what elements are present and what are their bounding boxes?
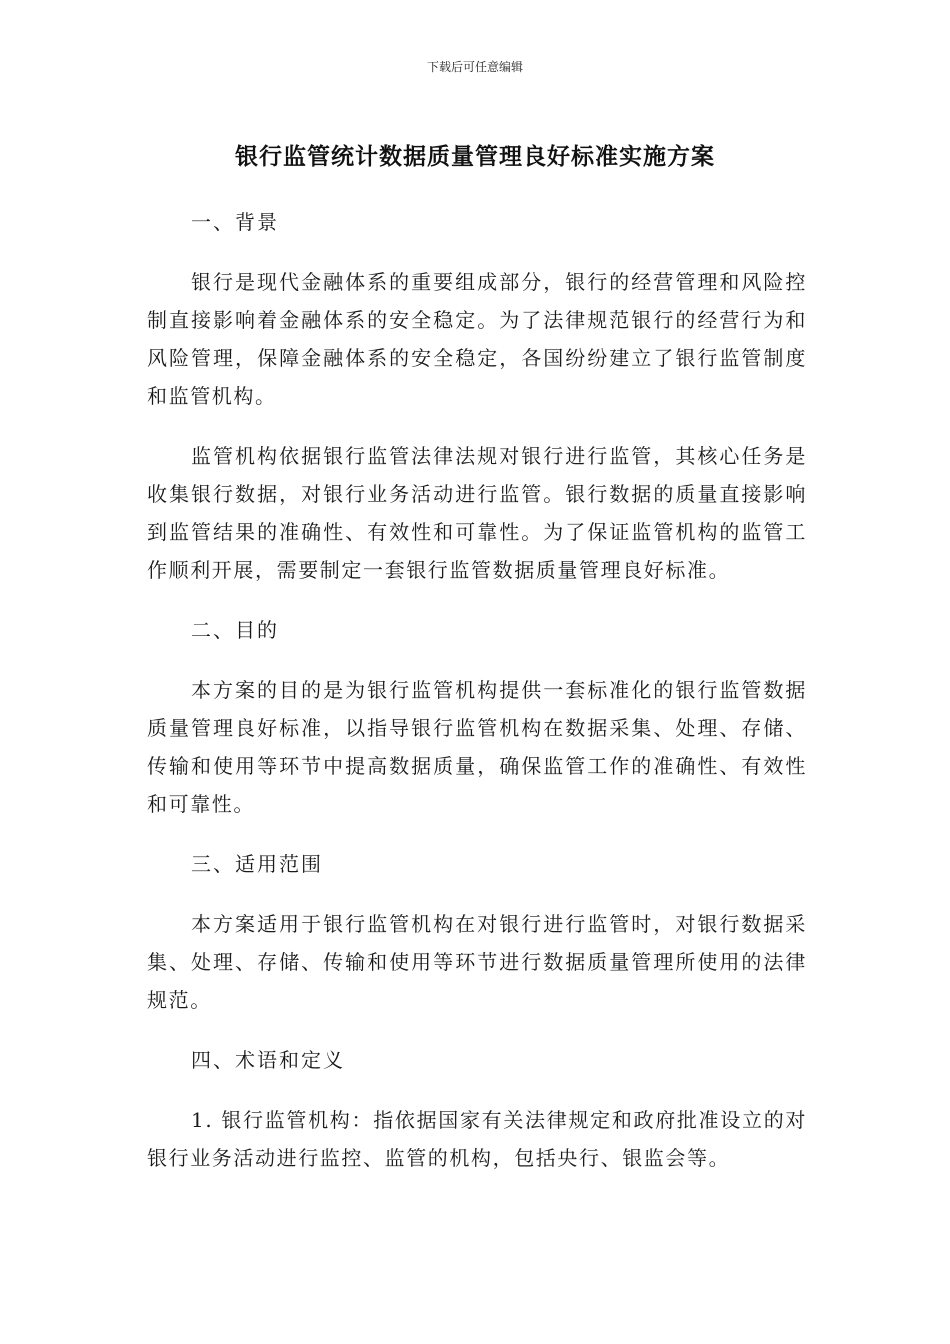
paragraph: 本方案的目的是为银行监管机构提供一套标准化的银行监管数据质量管理良好标准，以指导银行监管机构在数据采集、处理、存储、传输和使用等环节中提高数据质量，确保监管工作的准确性、有效性和可靠性。: [147, 678, 807, 816]
paragraph: 1. 银行监管机构：指依据国家有关法律规定和政府批准设立的对银行业务活动进行监控、监管的机构，包括央行、银监会等。: [147, 1108, 807, 1170]
section-heading: 三、适用范围: [191, 852, 323, 876]
paragraph: 监管机构依据银行监管法律法规对银行进行监管，其核心任务是收集银行数据，对银行业务活动进行监管。银行数据的质量直接影响到监管结果的准确性、有效性和可靠性。为了保证监管机构的监管工作顺利开展，需要制定一套银行监管数据质量管理良好标准。: [147, 444, 807, 582]
section-scope: [147, 845, 807, 1019]
section-heading: 二、目的: [191, 618, 279, 642]
paragraph: 本方案适用于银行监管机构在对银行进行监管时，对银行数据采集、处理、存储、传输和使用等环节进行数据质量管理所使用的法律规范。: [147, 912, 807, 1012]
section-heading: 四、术语和定义: [191, 1048, 345, 1072]
section-background: [147, 203, 807, 589]
header-note: 下载后可任意编辑: [426, 60, 523, 74]
section-terms: [147, 1041, 807, 1177]
paragraph: 银行是现代金融体系的重要组成部分，银行的经营管理和风险控制直接影响着金融体系的安全稳定。为了法律规范银行的经营行为和风险管理，保障金融体系的安全稳定，各国纷纷建立了银行监管制度和监管机构。: [147, 270, 807, 408]
section-heading: 一、背景: [191, 210, 279, 234]
document-title: 银行监管统计数据质量管理良好标准实施方案: [235, 144, 715, 170]
document-body: [147, 203, 807, 1199]
section-purpose: [147, 611, 807, 823]
